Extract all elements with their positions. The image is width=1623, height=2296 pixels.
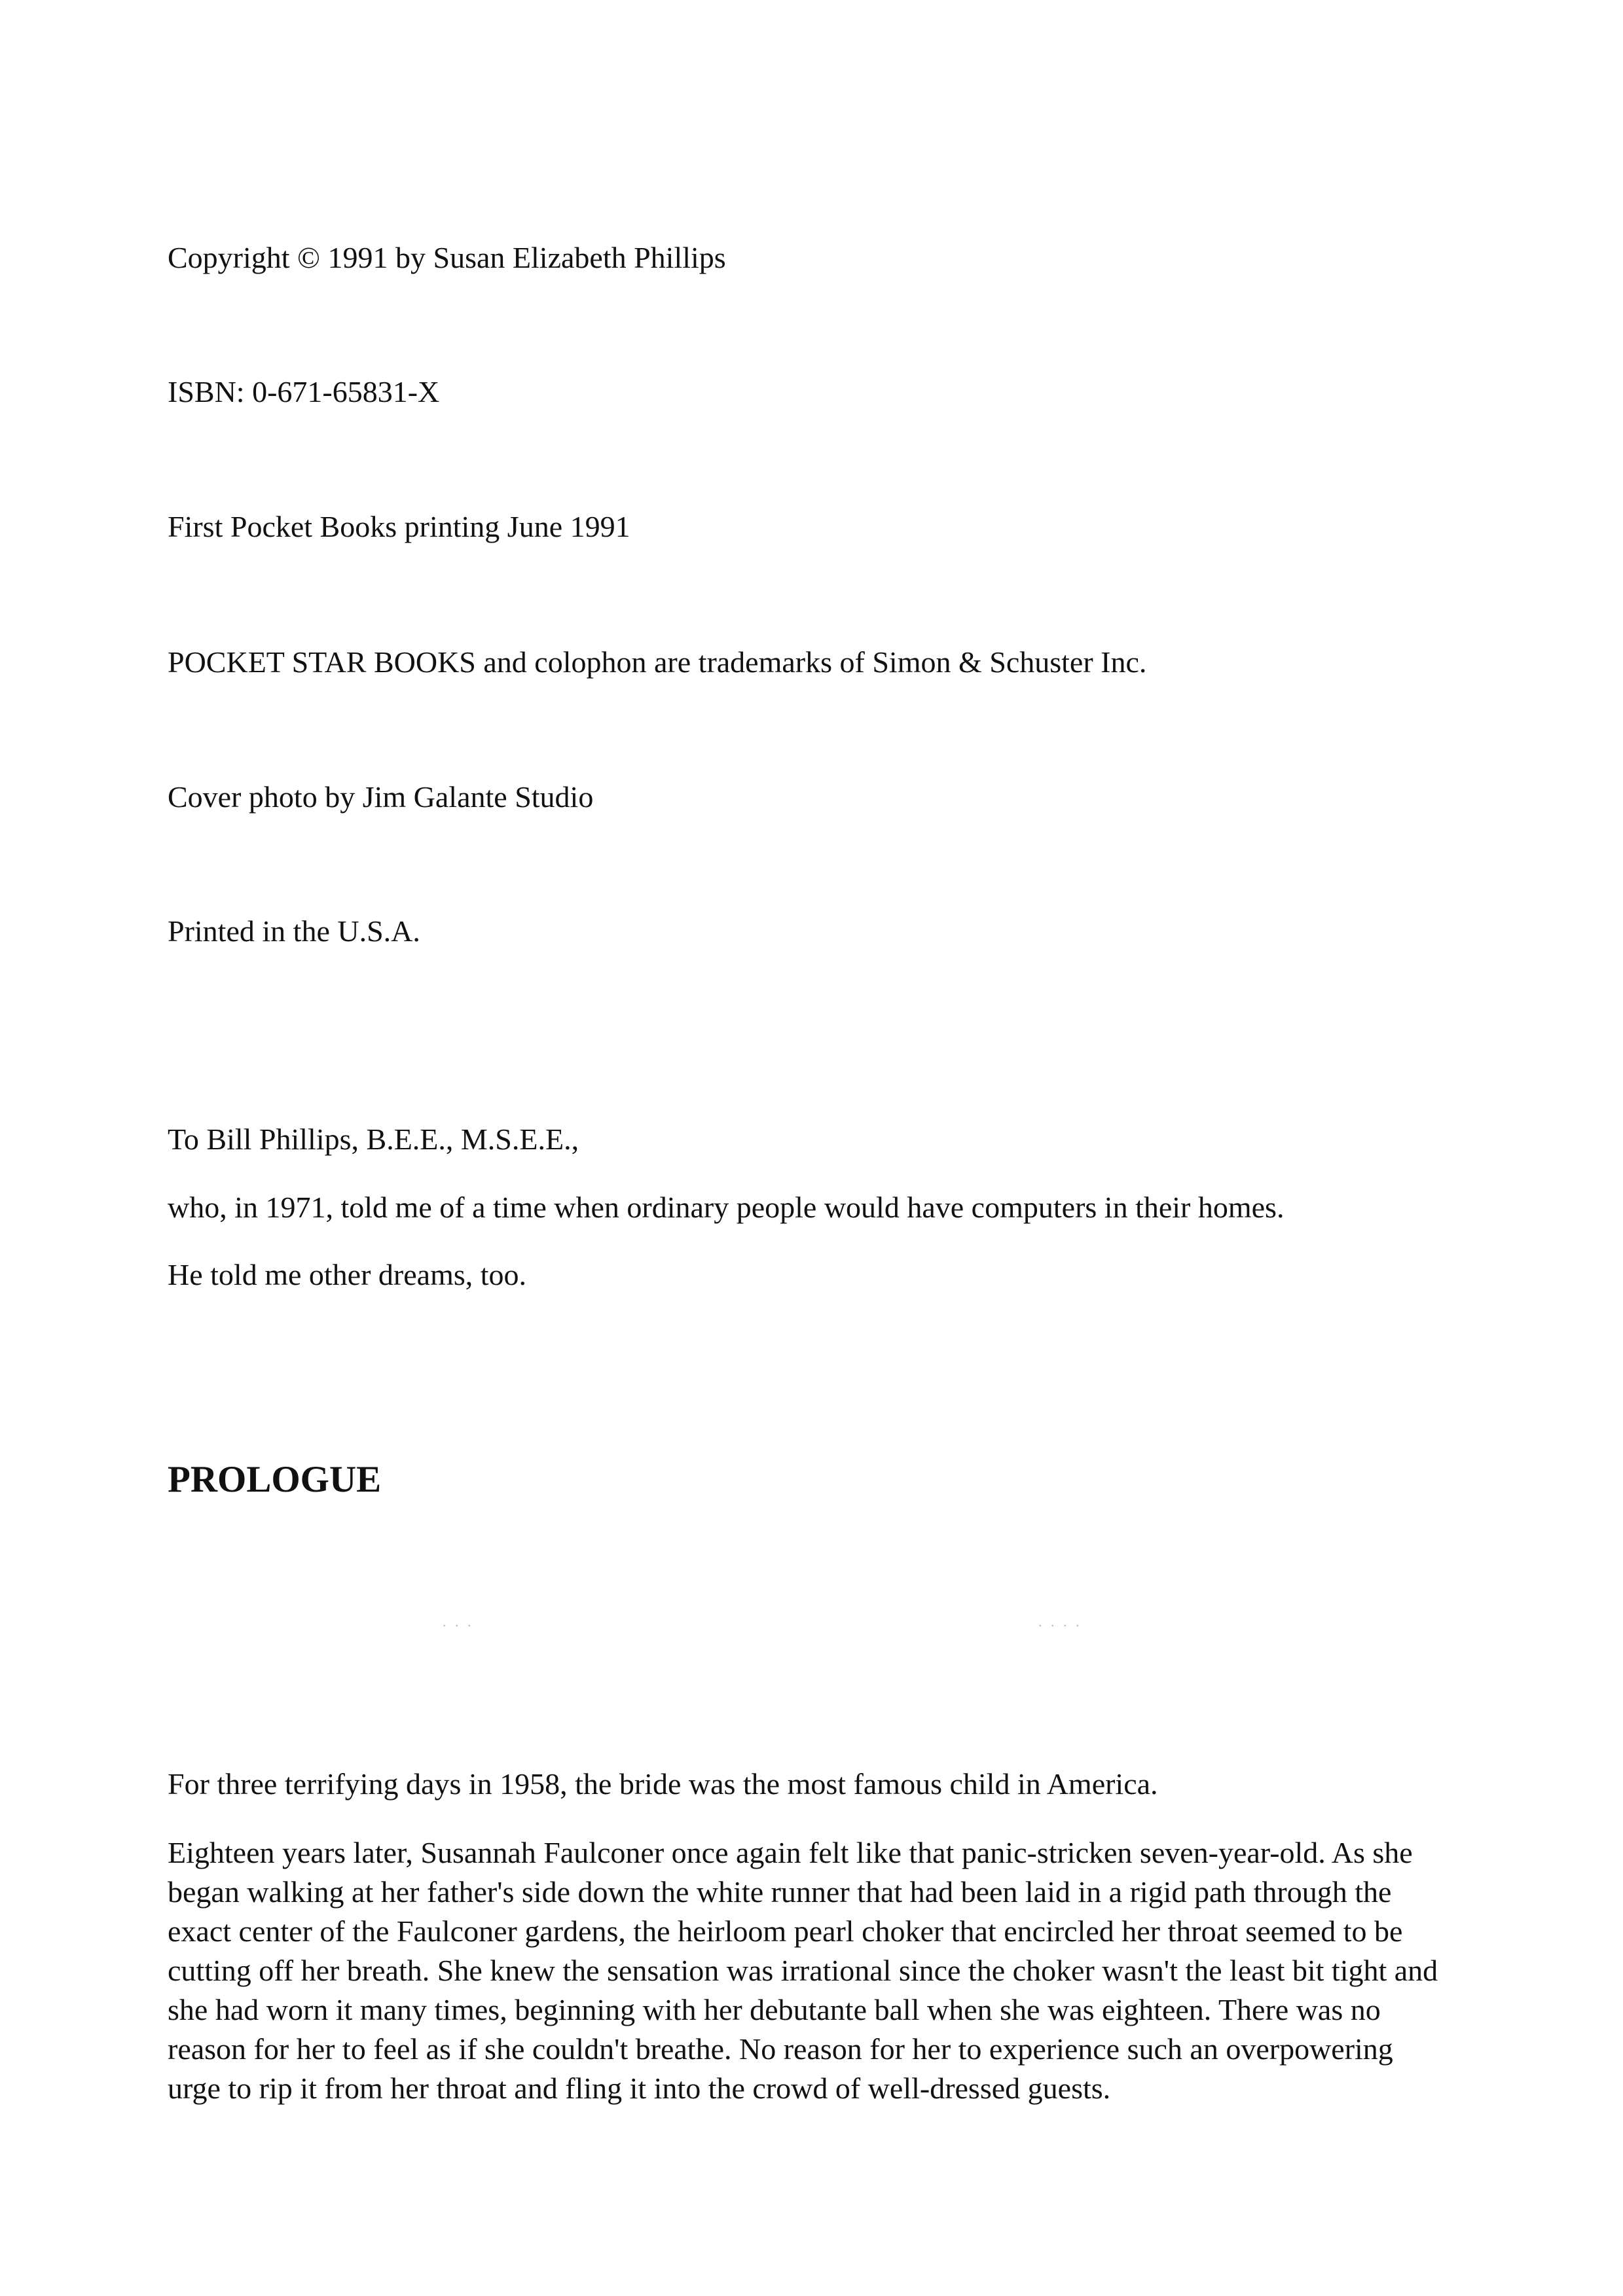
paragraph-line: exact center of the Faulconer gardens, the heirloom pearl choker that encircled her throat seemed to be	[168, 1914, 1403, 1948]
paragraph-line: began walking at her father's side down the white runner that had been laid in a rigid path through the	[168, 1875, 1392, 1909]
paragraph-line: Eighteen years later, Susannah Faulconer once again felt like that panic-stricken seven-year-old. As she	[168, 1836, 1413, 1869]
paragraph-line: she had worn it many times, beginning with her debutante ball when she was eighteen. There was no	[168, 1993, 1381, 2026]
paragraph-line: urge to rip it from her throat and fling it into the crowd of well-dressed guests.	[168, 2072, 1111, 2105]
printing-line: First Pocket Books printing June 1991	[168, 510, 630, 543]
ornament-left: . . .	[443, 1613, 474, 1630]
dedication-line-1: To Bill Phillips, B.E.E., M.S.E.E.,	[168, 1122, 579, 1156]
dedication-line-3: He told me other dreams, too.	[168, 1258, 527, 1291]
prologue-paragraph-2	[168, 1833, 1477, 2108]
prologue-paragraph-1: For three terrifying days in 1958, the bride was the most famous child in America.	[168, 1767, 1158, 1801]
printed-in-line: Printed in the U.S.A.	[168, 914, 420, 948]
cover-photo-line: Cover photo by Jim Galante Studio	[168, 780, 594, 814]
trademark-line: POCKET STAR BOOKS and colophon are trademarks of Simon & Schuster Inc.	[168, 645, 1147, 679]
ornament-right: . . . .	[1038, 1613, 1082, 1630]
paragraph-line: reason for her to feel as if she couldn't breathe. No reason for her to experience such an overpowering	[168, 2032, 1393, 2066]
paragraph-line: cutting off her breath. She knew the sensation was irrational since the choker wasn't the least bit tight and	[168, 1954, 1438, 1987]
dedication-line-2: who, in 1971, told me of a time when ordinary people would have computers in their homes.	[168, 1191, 1285, 1224]
copyright-line: Copyright © 1991 by Susan Elizabeth Phillips	[168, 241, 726, 274]
prologue-title: PROLOGUE	[168, 1459, 382, 1500]
isbn-line: ISBN: 0-671-65831-X	[168, 375, 440, 408]
